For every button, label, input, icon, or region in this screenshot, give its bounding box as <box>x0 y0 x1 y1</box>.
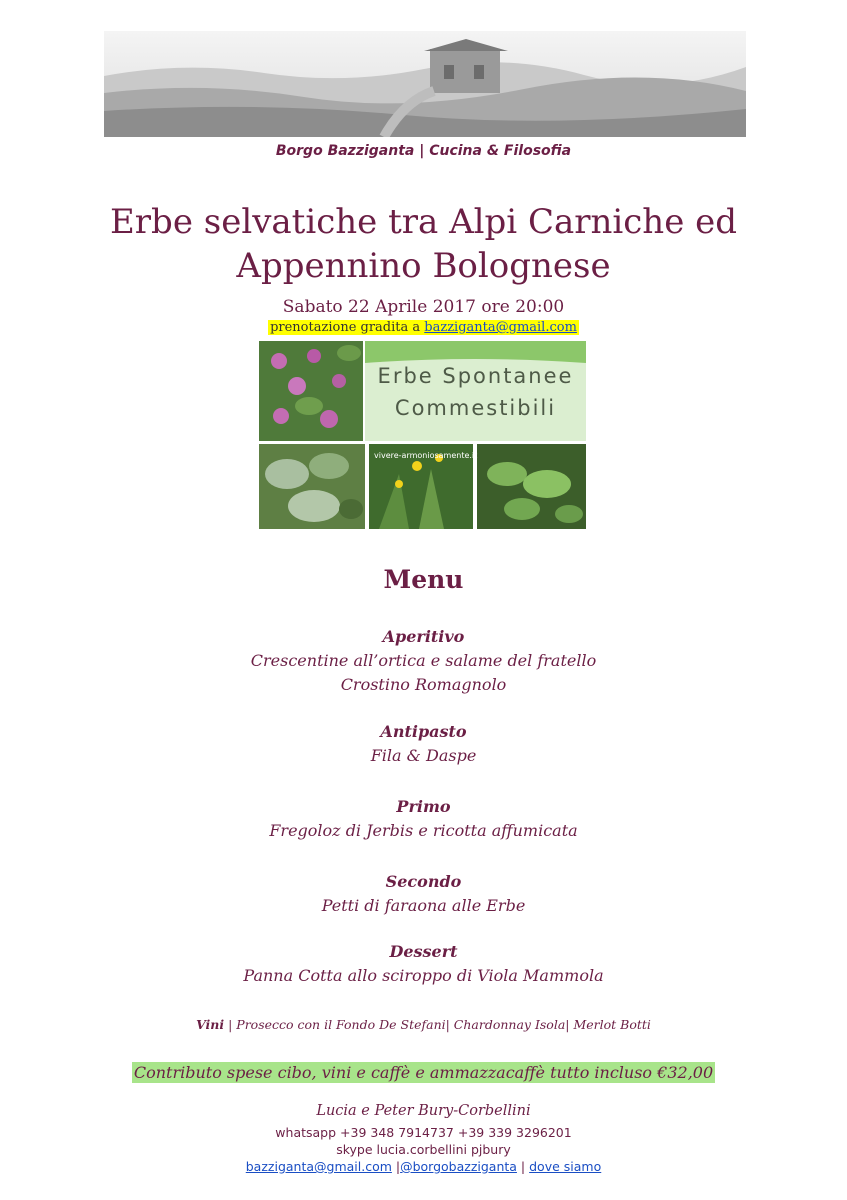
nettle-leaves-photo <box>259 444 365 529</box>
brand-tagline: Borgo Bazziganta | Cucina & Filosofia <box>275 143 572 159</box>
course-dessert <box>0 940 847 988</box>
footer-email-link[interactable]: bazziganta@gmail.com <box>245 1159 392 1174</box>
course-dish: Fila & Daspe <box>370 746 477 765</box>
wine-label: Vini <box>196 1017 225 1032</box>
mallow-flowers-photo <box>259 341 363 441</box>
event-title: Erbe selvatiche tra Alpi Carniche ed Appennino Bolognese <box>109 202 738 286</box>
booking-email-link[interactable]: bazziganta@gmail.com <box>424 320 577 335</box>
course-name: Dessert <box>389 942 458 961</box>
booking-highlight <box>268 320 579 335</box>
course-secondo <box>0 870 847 918</box>
instagram-link[interactable]: @borgobazziganta <box>400 1159 517 1174</box>
course-dish: Petti di faraona alle Erbe <box>321 896 526 915</box>
course-antipasto <box>0 720 847 768</box>
link-separator: | <box>391 1159 401 1174</box>
course-name: Secondo <box>385 872 462 891</box>
contact-block <box>0 1124 847 1175</box>
location-link[interactable]: dove siamo <box>529 1159 602 1174</box>
collage-caption-line2: Commestibili <box>394 396 557 420</box>
wine-items: | Prosecco con il Fondo De Stefani| Chardonnay Isola| Merlot Botti <box>224 1017 651 1032</box>
links-line <box>0 1158 847 1175</box>
price-note <box>0 1063 847 1082</box>
link-separator: | <box>516 1159 530 1174</box>
whatsapp-line: whatsapp +39 348 7914737 +39 339 3296201 <box>275 1125 572 1140</box>
course-dish: Fregoloz di Jerbis e ricotta affumicata <box>269 821 578 840</box>
event-date: Sabato 22 Aprile 2017 ore 20:00 <box>282 297 565 317</box>
course-dish: Panna Cotta allo sciroppo di Viola Mammola <box>243 966 604 985</box>
skype-line: skype lucia.corbellini pjbury <box>336 1142 511 1157</box>
course-name: Antipasto <box>380 722 467 741</box>
course-name: Primo <box>396 797 451 816</box>
course-aperitivo <box>0 625 847 697</box>
booking-label: prenotazione gradita a <box>270 320 425 335</box>
course-name: Aperitivo <box>382 627 465 646</box>
price-highlight: Contributo spese cibo, vini e caffè e ammazzacaffè tutto incluso €32,00 <box>133 1063 714 1082</box>
purslane-photo <box>477 444 586 529</box>
course-primo <box>0 795 847 843</box>
collage-caption <box>365 360 586 424</box>
hosts-name: Lucia e Peter Bury-Corbellini <box>316 1103 531 1119</box>
booking-note <box>0 320 847 335</box>
collage-watermark: vivere-armoniosamente.it <box>374 451 478 460</box>
header-banner-image <box>104 31 746 137</box>
collage-caption-line1: Erbe Spontanee <box>377 364 574 388</box>
wine-list <box>0 1017 847 1032</box>
menu-heading: Menu <box>383 565 464 594</box>
course-dish: Crescentine all’ortica e salame del fratello <box>250 651 597 670</box>
course-dish: Crostino Romagnolo <box>340 675 507 694</box>
